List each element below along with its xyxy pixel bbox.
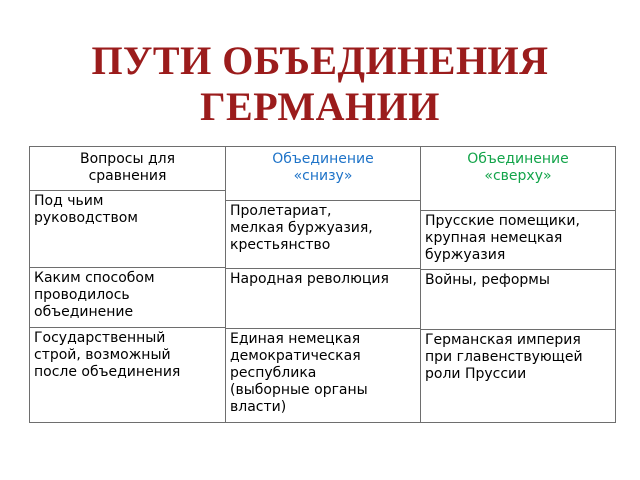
question-system: Государственный строй, возможный после объединения: [34, 330, 181, 380]
from-below-method: Народная революция: [230, 271, 389, 287]
header-cell-questions: [30, 147, 226, 191]
from-below-cell-method: [226, 269, 421, 329]
comparison-table: [29, 146, 616, 423]
title-line-1: ПУТИ ОБЪЕДИНЕНИЯ: [91, 38, 549, 83]
question-cell-leadership: [30, 191, 226, 268]
from-below-cell-system: [226, 329, 421, 423]
header-cell-from-above: [421, 147, 616, 211]
header-cell-from-below: [226, 147, 421, 201]
from-above-system: Германская империя при главенствующей роли Пруссии: [425, 332, 583, 382]
header-label-from-below: Объединение «снизу»: [272, 151, 374, 184]
from-above-cell-method: [421, 270, 616, 330]
header-label-from-above: Объединение «сверху»: [467, 151, 569, 184]
question-cell-method: [30, 268, 226, 328]
from-above-cell-leadership: [421, 211, 616, 270]
question-leadership: Под чьим руководством: [34, 193, 138, 226]
question-cell-system: [30, 328, 226, 423]
header-label-questions: Вопросы для сравнения: [79, 151, 176, 184]
from-below-system: Единая немецкая демократическая республика (выборные органы власти): [230, 331, 368, 415]
from-above-leadership: Прусские помещики, крупная немецкая буржуазия: [425, 213, 580, 263]
page-title: [0, 38, 640, 130]
question-method: Каким способом проводилось объединение: [34, 270, 155, 320]
from-above-method: Войны, реформы: [425, 272, 550, 288]
from-above-cell-system: [421, 330, 616, 423]
table-row: [30, 147, 616, 181]
title-line-2: ГЕРМАНИИ: [200, 84, 440, 129]
from-below-cell-leadership: [226, 201, 421, 269]
from-below-leadership: Пролетариат, мелкая буржуазия, крестьянство: [230, 203, 373, 253]
